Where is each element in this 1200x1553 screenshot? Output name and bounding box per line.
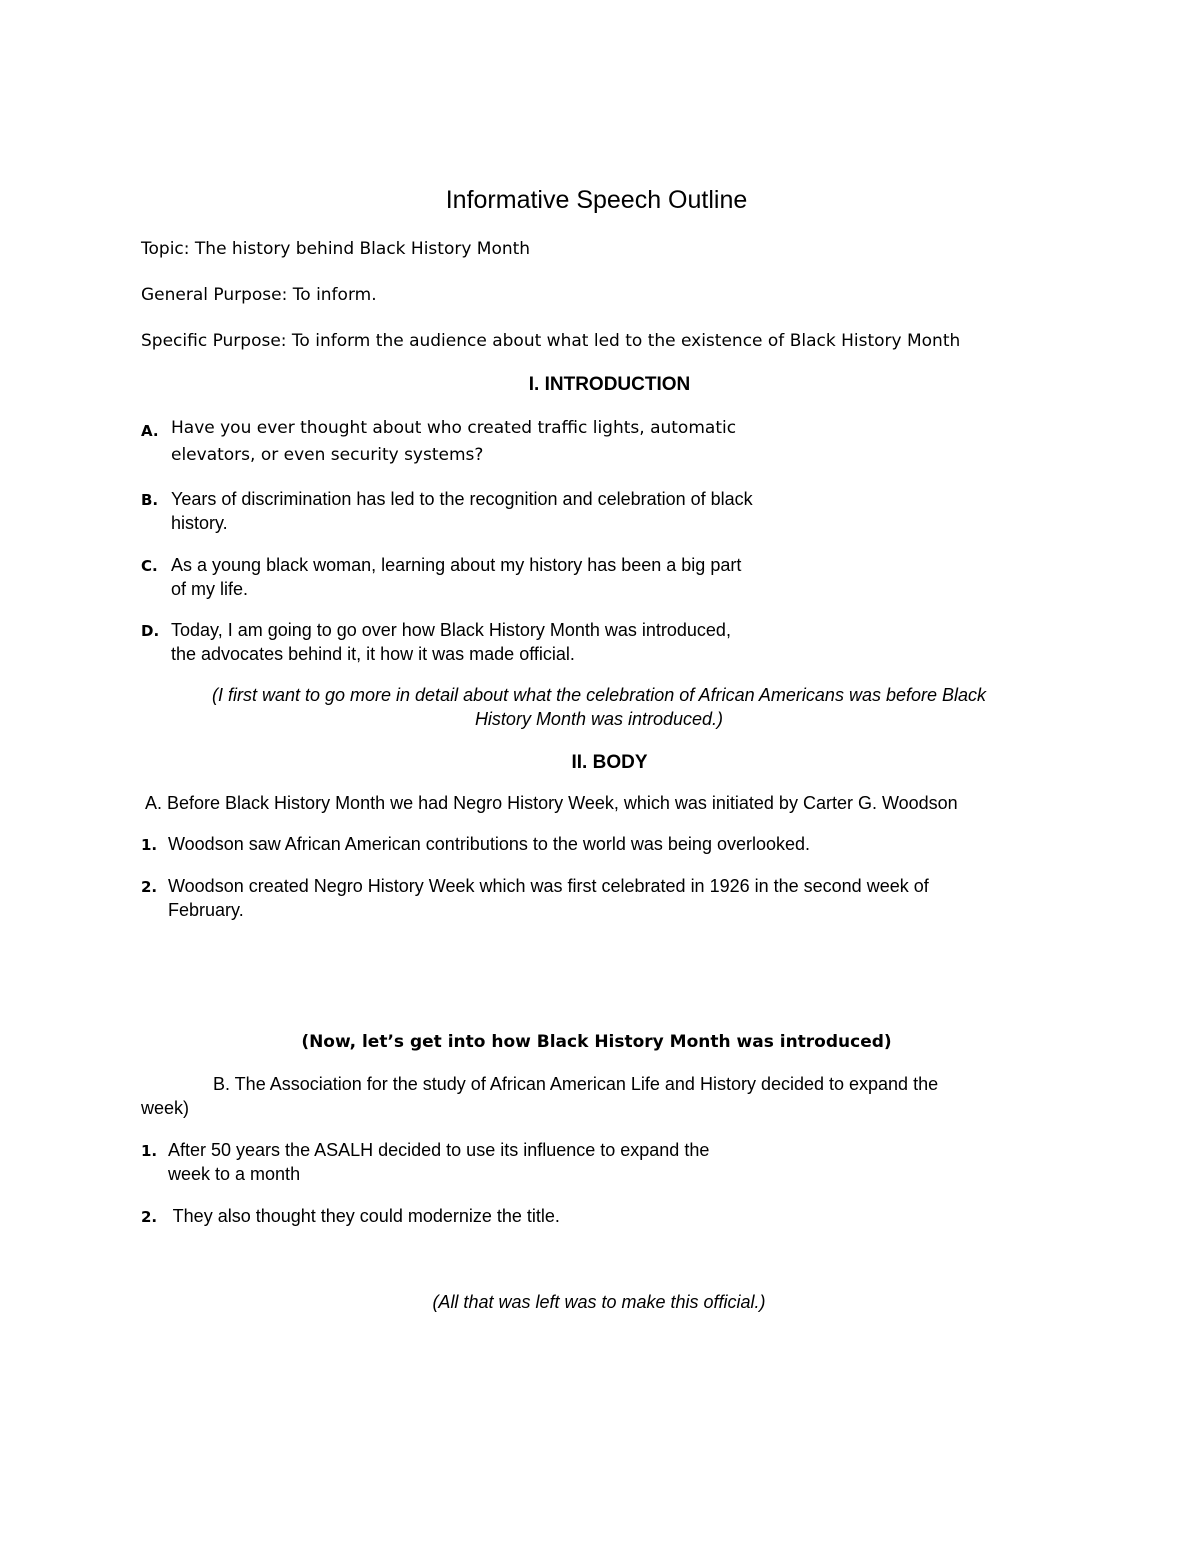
intro-item-a-line-1: Have you ever thought about who created traffic lights, automatic [171,418,737,438]
general-purpose-value: To inform. [287,285,377,305]
point-a-subitem-2-marker: 2. [141,878,158,896]
point-a-subitem-1-line-1: Woodson saw African American contributions to the world was being overlooked. [168,834,811,854]
closing-transition: (All that was left was to make this official.) [432,1292,766,1312]
intro-item-c-line-2: of my life. [171,579,249,599]
point-a-subitem-2-line-2: February. [168,900,244,920]
intro-item-b-line-2: history. [171,513,228,533]
intro-item-a-line-2: elevators, or even security systems? [171,445,484,465]
intro-item-d-marker: D. [141,622,160,640]
intro-transition-line-1: (I first want to go more in detail about what the celebration of African Americans was before Black [211,685,987,705]
point-a-subitem-1-marker: 1. [141,836,158,854]
point-b-subitem-2-line-1: They also thought they could modernize the title. [168,1206,560,1226]
document-title: Informative Speech Outline [445,186,748,214]
general-purpose-line [141,287,377,304]
intro-item-a-marker: A. [141,422,159,440]
intro-item-c-marker: C. [141,557,158,575]
intro-transition-line-2: History Month was introduced.) [474,709,724,729]
point-a-subitem-2-line-1: Woodson created Negro History Week which was first celebrated in 1926 in the second week of [168,876,929,896]
body-point-a: A. Before Black History Month we had Negro History Week, which was initiated by Carter G. Woodson [145,793,958,813]
intro-item-c-line-1: As a young black woman, learning about my history has been a big part [171,555,742,575]
topic-value: The history behind Black History Month [189,239,531,259]
body-point-b-line-2: week) [141,1098,190,1118]
body-point-b-line-1: B. The Association for the study of African American Life and History decided to expand the [213,1074,939,1094]
point-b-subitem-2-marker: 2. [141,1208,158,1226]
body-heading: II. BODY [571,752,648,773]
specific-purpose-line [141,333,960,350]
intro-item-b-line-1: Years of discrimination has led to the recognition and celebration of black [171,489,753,509]
general-purpose-label: General Purpose: [141,285,288,305]
topic-line [141,241,530,258]
point-b-subitem-1-line-1: After 50 years the ASALH decided to use its influence to expand the [168,1140,710,1160]
intro-item-d-line-1: Today, I am going to go over how Black History Month was introduced, [171,620,731,640]
intro-item-b-marker: B. [141,491,159,509]
point-b-subitem-1-line-2: week to a month [168,1164,301,1184]
specific-purpose-label: Specific Purpose: [141,331,287,351]
topic-label: Topic: [141,239,190,259]
specific-purpose-value: To inform the audience about what led to the existence of Black History Month [286,331,961,351]
body-transition: (Now, let’s get into how Black History Month was introduced) [301,1032,892,1052]
point-b-subitem-1-marker: 1. [141,1142,158,1160]
introduction-heading: I. INTRODUCTION [528,374,691,395]
intro-item-d-line-2: the advocates behind it, it how it was made official. [171,644,575,664]
